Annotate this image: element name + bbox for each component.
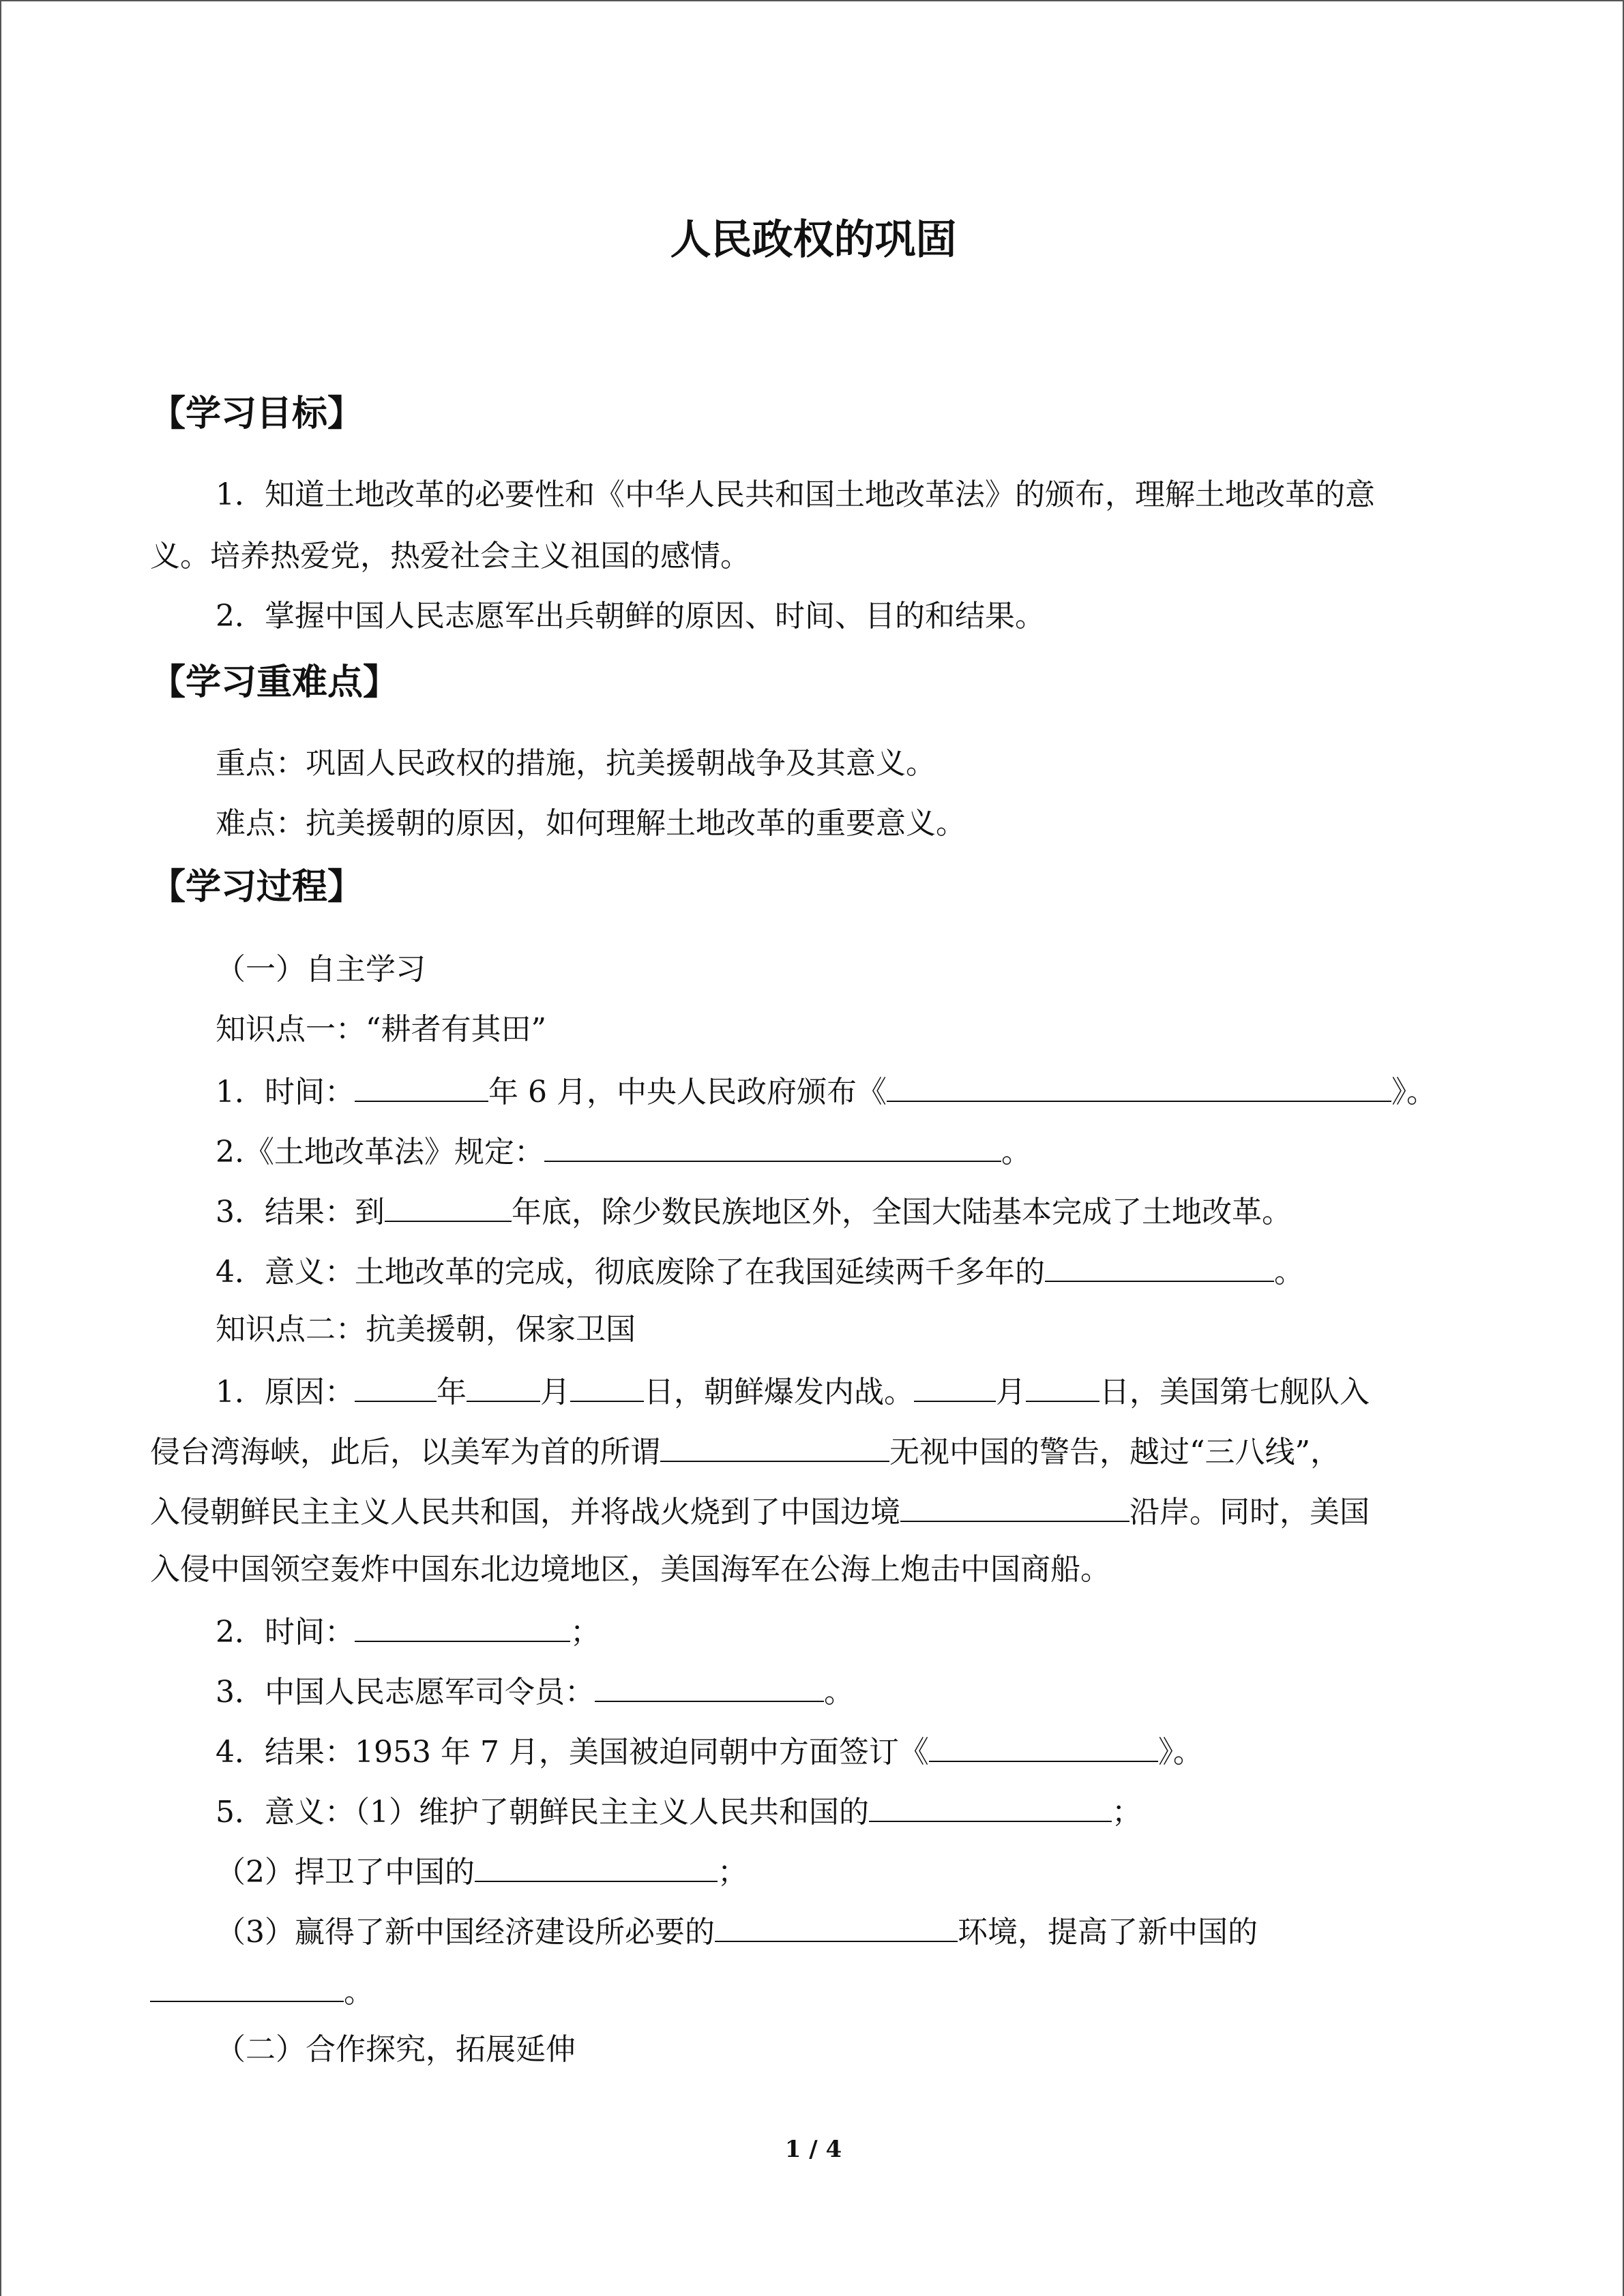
kp1-question-3 xyxy=(216,1189,1292,1233)
kp2-q1-label: 1．原因： xyxy=(216,1375,355,1410)
kp2-q5-3-text: 环境，提高了新中国的 xyxy=(958,1915,1258,1950)
kp2-q5-blank-2[interactable] xyxy=(475,1849,718,1882)
kp2-question-1-line-1 xyxy=(216,1369,1370,1413)
page-number: 1 / 4 xyxy=(784,2136,842,2163)
part-2-heading: （二）合作探究，拓展延伸 xyxy=(216,2032,576,2067)
kp1-question-1 xyxy=(216,1069,1436,1113)
kp2-q5-end-4: 。 xyxy=(344,1975,374,2010)
kp1-q2-blank[interactable] xyxy=(544,1129,1001,1162)
kp1-q1-law-blank[interactable] xyxy=(887,1069,1391,1102)
page-title: 人民政权的巩固 xyxy=(670,216,957,264)
kp1-q2-end: 。 xyxy=(1001,1135,1031,1169)
kp2-q3-blank[interactable] xyxy=(595,1669,824,1702)
kp2-q5-blank-1[interactable] xyxy=(869,1789,1112,1822)
kp2-q1-l3-text: 入侵朝鲜民主主义人民共和国，并将战火烧到了中国边境 xyxy=(150,1495,900,1530)
kp2-q5-2-label: （2）捍卫了中国的 xyxy=(216,1855,475,1890)
kp2-q2-end: ； xyxy=(570,1615,600,1650)
kp1-question-4 xyxy=(216,1249,1304,1293)
kp2-question-4 xyxy=(216,1729,1203,1773)
kp2-q1-l3-end: 沿岸。同时，美国 xyxy=(1130,1495,1370,1530)
kp2-q2-blank[interactable] xyxy=(355,1609,570,1642)
kp1-q3-label: 3．结果：到 xyxy=(216,1195,385,1229)
kp2-q1-fleet-text: 日，美国第七舰队入 xyxy=(1099,1375,1370,1410)
kp1-question-2 xyxy=(216,1129,1031,1173)
kp2-q1-day2-blank[interactable] xyxy=(1026,1369,1099,1402)
kp1-q4-end: 。 xyxy=(1274,1255,1304,1289)
kp2-q1-year-blank[interactable] xyxy=(355,1369,437,1402)
kp2-q5-label: 5．意义：（1）维护了朝鲜民主主义人民共和国的 xyxy=(216,1795,869,1830)
kp2-question-5-item-3-cont xyxy=(150,1969,374,2013)
kp2-q4-blank[interactable] xyxy=(929,1729,1158,1762)
kp2-question-5 xyxy=(216,1789,1142,1833)
kp1-q3-text: 年底，除少数民族地区外，全国大陆基本完成了土地改革。 xyxy=(512,1195,1292,1229)
kp2-q1-month2-text: 月 xyxy=(996,1375,1026,1410)
kp2-question-2 xyxy=(216,1609,600,1653)
kp2-q1-month-text: 月 xyxy=(540,1375,570,1410)
part-1-heading: （一）自主学习 xyxy=(216,952,426,987)
key-point-focus: 重点：巩固人民政权的措施，抗美援朝战争及其意义。 xyxy=(216,746,936,781)
kp2-question-5-item-3 xyxy=(216,1909,1258,1953)
objective-1-line-2: 义。培养热爱党，热爱社会主义祖国的感情。 xyxy=(150,539,750,573)
section-heading-key-points: 【学习重难点】 xyxy=(150,662,399,703)
kp2-q4-label: 4．结果：1953 年 7 月，美国被迫同朝中方面签订《 xyxy=(216,1735,929,1770)
kp2-question-1-line-4: 入侵中国领空轰炸中国东北边境地区，美国海军在公海上炮击中国商船。 xyxy=(150,1552,1110,1587)
kp2-q1-month-blank[interactable] xyxy=(467,1369,540,1402)
kp2-q1-year-text: 年 xyxy=(437,1375,467,1410)
section-heading-objectives: 【学习目标】 xyxy=(150,393,364,434)
kp1-q1-end: 》。 xyxy=(1391,1075,1436,1109)
section-heading-process: 【学习过程】 xyxy=(150,867,364,908)
objective-1-line-1: 1．知道土地改革的必要性和《中华人民共和国土地改革法》的颁布，理解土地改革的意 xyxy=(216,477,1375,512)
kp1-q4-blank[interactable] xyxy=(1045,1249,1274,1282)
kp2-q1-l2-text: 侵台湾海峡，此后，以美军为首的所谓 xyxy=(150,1435,660,1470)
objective-2: 2．掌握中国人民志愿军出兵朝鲜的原因、时间、目的和结果。 xyxy=(216,599,1045,633)
kp2-q2-label: 2．时间： xyxy=(216,1615,355,1650)
kp2-question-1-line-2 xyxy=(150,1429,1340,1473)
kp1-q3-blank[interactable] xyxy=(385,1189,512,1222)
kp2-q4-end: 》。 xyxy=(1157,1735,1203,1770)
kp2-q5-end-2: ； xyxy=(718,1855,748,1890)
kp2-q5-blank-4[interactable] xyxy=(150,1969,344,2002)
kp2-q3-end: 。 xyxy=(824,1675,854,1710)
kp2-q1-month2-blank[interactable] xyxy=(914,1369,996,1402)
kp2-q5-3-label: （3）赢得了新中国经济建设所必要的 xyxy=(216,1915,715,1950)
kp2-q1-war-text: 日，朝鲜爆发内战。 xyxy=(644,1375,914,1410)
kp2-question-3 xyxy=(216,1669,854,1713)
knowledge-point-2-title: 知识点二：抗美援朝，保家卫国 xyxy=(216,1312,636,1347)
kp2-q1-river-blank[interactable] xyxy=(900,1489,1130,1522)
kp1-q1-year-blank[interactable] xyxy=(355,1069,488,1102)
kp2-q3-label: 3．中国人民志愿军司令员： xyxy=(216,1675,595,1710)
kp2-q5-blank-3[interactable] xyxy=(715,1909,958,1942)
kp2-question-1-line-3 xyxy=(150,1489,1370,1533)
kp1-q1-text: 年 6 月，中央人民政府颁布《 xyxy=(488,1075,887,1109)
kp2-q1-l2-end: 无视中国的警告，越过“三八线”， xyxy=(889,1435,1340,1470)
kp2-q5-end-1: ； xyxy=(1112,1795,1142,1830)
kp2-q1-army-blank[interactable] xyxy=(660,1429,889,1462)
kp1-q1-label: 1．时间： xyxy=(216,1075,355,1109)
kp2-question-5-item-2 xyxy=(216,1849,748,1893)
key-point-difficulty: 难点：抗美援朝的原因，如何理解土地改革的重要意义。 xyxy=(216,806,966,841)
kp2-q1-day-blank[interactable] xyxy=(570,1369,644,1402)
knowledge-point-1-title: 知识点一：“耕者有其田” xyxy=(216,1012,546,1047)
kp1-q4-label: 4．意义：土地改革的完成，彻底废除了在我国延续两千多年的 xyxy=(216,1255,1045,1289)
kp1-q2-label: 2.《土地改革法》规定： xyxy=(216,1135,544,1169)
